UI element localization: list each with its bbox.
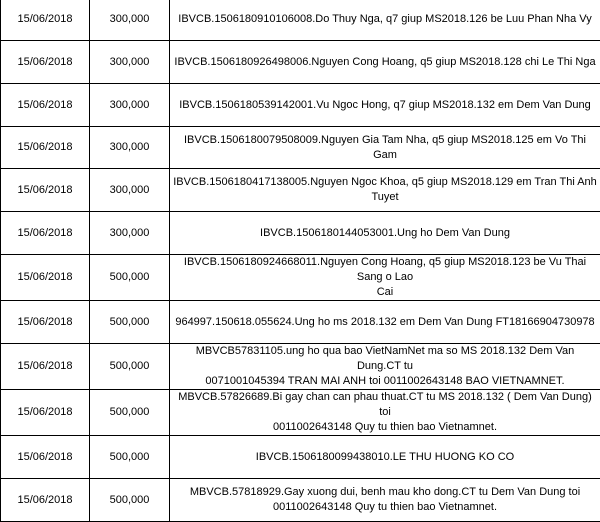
description-line: IBVCB.1506180079508009.Nguyen Gia Tam Nha, q5 giup MS2018.125 em Vo Thi Gam xyxy=(184,134,586,161)
description-cell xyxy=(170,84,600,127)
amount-cell: 300,000 xyxy=(90,84,170,127)
description-line: MBVCB.57818929.Gay xuong dui, benh mau kho dong.CT tu Dem Van Dung toi xyxy=(190,486,580,498)
date-cell: 15/06/2018 xyxy=(1,212,90,255)
description-cell xyxy=(170,344,600,390)
description-line: IBVCB.1506180144053001.Ung ho Dem Van Dung xyxy=(260,227,510,239)
amount-cell: 500,000 xyxy=(90,344,170,390)
description-line: 964997.150618.055624.Ung ho ms 2018.132 em Dem Van Dung FT18166904730978 xyxy=(175,316,594,328)
date-cell: 15/06/2018 xyxy=(1,301,90,344)
date-cell: 15/06/2018 xyxy=(1,390,90,436)
description-line: MBVCB57831105.ung ho qua bao VietNamNet ma so MS 2018.132 Dem Van Dung.CT tu xyxy=(196,345,575,372)
table-row xyxy=(1,212,600,255)
description-line: IBVCB.1506180417138005.Nguyen Ngoc Khoa, q5 giup MS2018.129 em Tran Thi Anh Tuyet xyxy=(173,176,597,203)
description-line: 0011002643148 Quy tu thien bao Vietnamnet. xyxy=(273,421,497,433)
description-line: IBVCB.1506180910106008.Do Thuy Nga, q7 giup MS2018.126 be Luu Phan Nha Vy xyxy=(178,13,591,25)
table-row xyxy=(1,169,600,212)
description-cell xyxy=(170,301,600,344)
table-row xyxy=(1,301,600,344)
date-cell: 15/06/2018 xyxy=(1,436,90,479)
transaction-table-body xyxy=(1,0,600,522)
table-row xyxy=(1,84,600,127)
description-cell xyxy=(170,436,600,479)
amount-cell: 300,000 xyxy=(90,127,170,169)
date-cell: 15/06/2018 xyxy=(1,41,90,84)
description-cell xyxy=(170,255,600,301)
amount-cell: 300,000 xyxy=(90,212,170,255)
description-line: MBVCB.57826689.Bi gay chan can phau thuat.CT tu MS 2018.132 ( Dem Van Dung) toi xyxy=(178,391,592,418)
table-row xyxy=(1,127,600,169)
description-cell xyxy=(170,479,600,522)
table-row xyxy=(1,436,600,479)
date-cell: 15/06/2018 xyxy=(1,255,90,301)
description-cell xyxy=(170,127,600,169)
table-row xyxy=(1,390,600,436)
amount-cell: 500,000 xyxy=(90,390,170,436)
amount-cell: 300,000 xyxy=(90,41,170,84)
table-row xyxy=(1,479,600,522)
description-cell xyxy=(170,0,600,41)
description-line: Cai xyxy=(377,286,394,298)
description-line: IBVCB.1506180539142001.Vu Ngoc Hong, q7 giup MS2018.132 em Dem Van Dung xyxy=(179,99,591,111)
amount-cell: 500,000 xyxy=(90,301,170,344)
date-cell: 15/06/2018 xyxy=(1,344,90,390)
date-cell: 15/06/2018 xyxy=(1,127,90,169)
amount-cell: 500,000 xyxy=(90,479,170,522)
description-cell xyxy=(170,169,600,212)
amount-cell: 500,000 xyxy=(90,255,170,301)
description-line: 0071001045394 TRAN MAI ANH toi 0011002643148 BAO VIETNAMNET. xyxy=(205,375,564,387)
date-cell: 15/06/2018 xyxy=(1,0,90,41)
description-cell xyxy=(170,212,600,255)
description-cell xyxy=(170,390,600,436)
date-cell: 15/06/2018 xyxy=(1,84,90,127)
amount-cell: 300,000 xyxy=(90,0,170,41)
table-row xyxy=(1,41,600,84)
table-row xyxy=(1,0,600,41)
description-line: IBVCB.1506180099438010.LE THU HUONG KO CO xyxy=(256,451,514,463)
table-row xyxy=(1,344,600,390)
amount-cell: 500,000 xyxy=(90,436,170,479)
description-line: 0011002643148 Quy tu thien bao Vietnamnet. xyxy=(273,501,497,513)
description-line: IBVCB.1506180926498006.Nguyen Cong Hoang, q5 giup MS2018.128 chi Le Thi Nga xyxy=(174,56,595,68)
amount-cell: 300,000 xyxy=(90,169,170,212)
table-row xyxy=(1,255,600,301)
description-cell xyxy=(170,41,600,84)
date-cell: 15/06/2018 xyxy=(1,479,90,522)
description-line: IBVCB.1506180924668011.Nguyen Cong Hoang, q5 giup MS2018.123 be Vu Thai Sang o Lao xyxy=(184,256,586,283)
date-cell: 15/06/2018 xyxy=(1,169,90,212)
